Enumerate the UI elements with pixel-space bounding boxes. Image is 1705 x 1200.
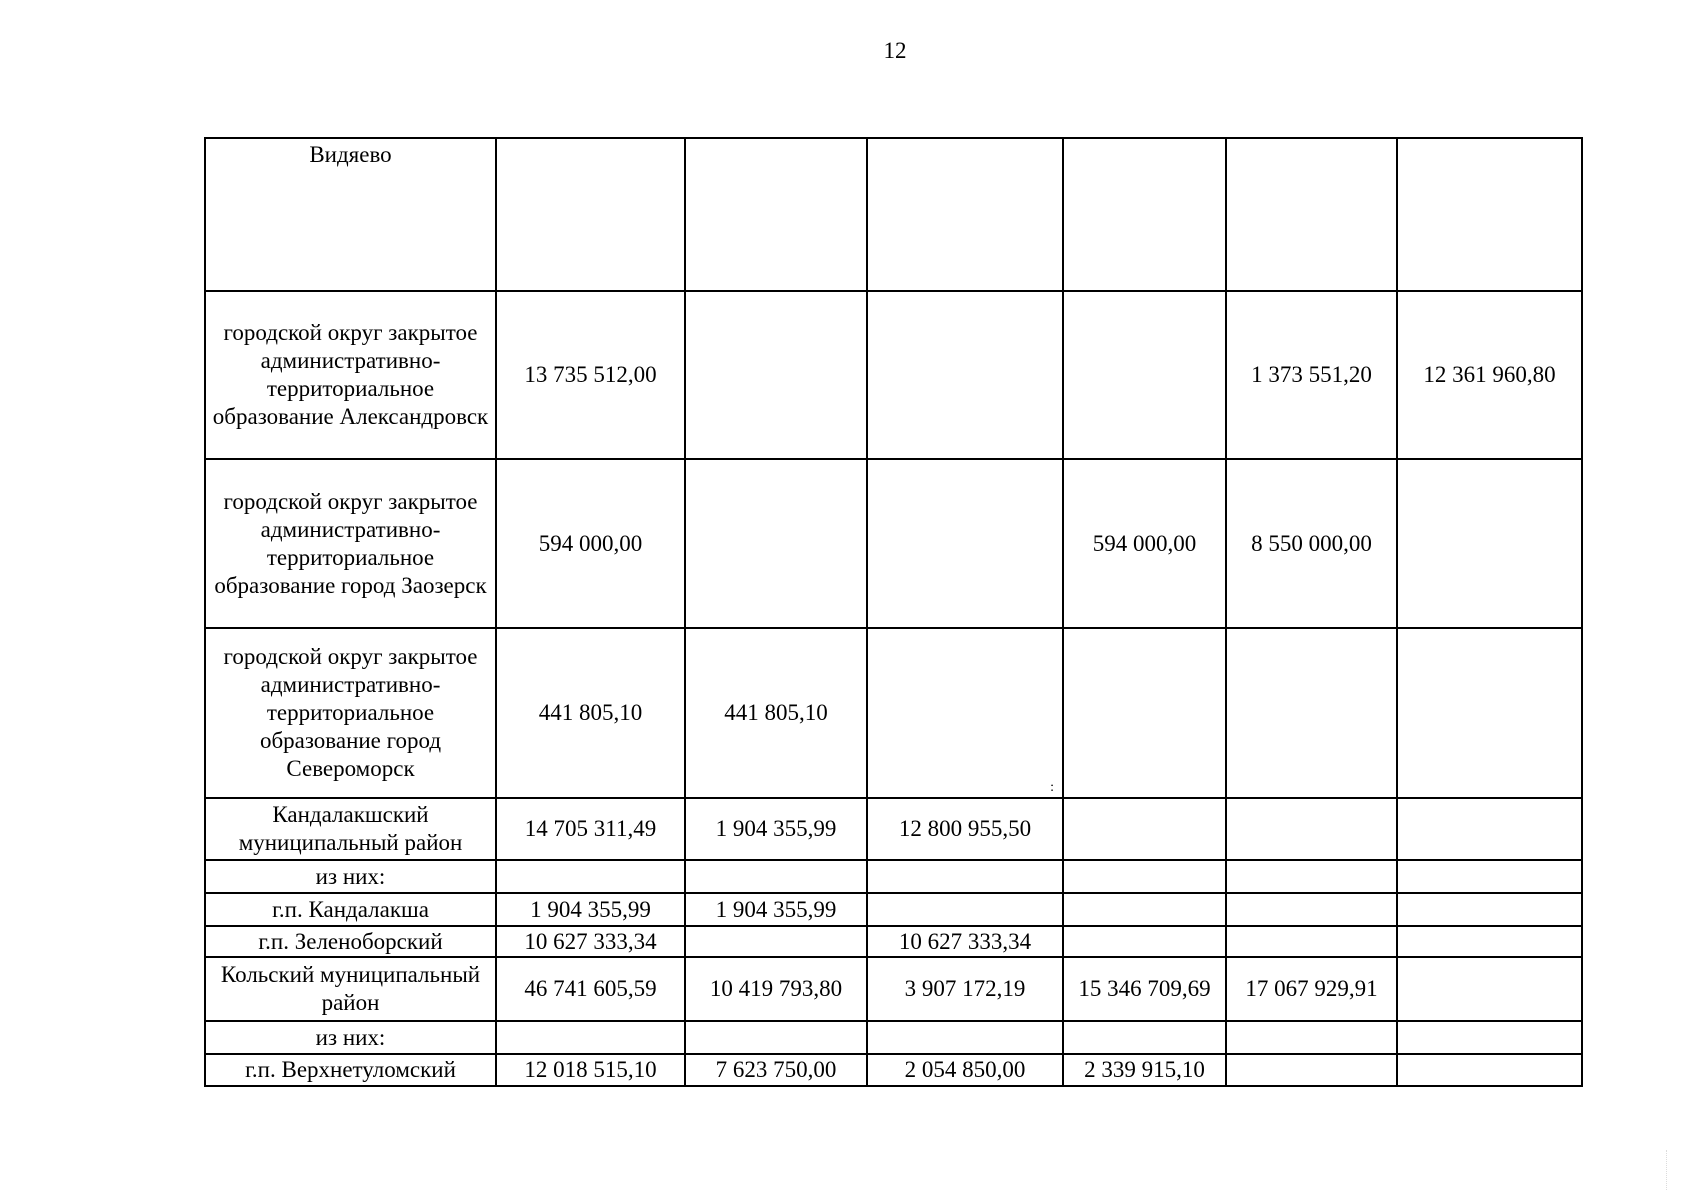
table-cell — [685, 860, 867, 893]
table-cell — [1063, 138, 1226, 291]
table-cell — [1226, 138, 1397, 291]
table-cell — [1063, 628, 1226, 798]
table-row — [205, 860, 1582, 893]
table-cell: 10 419 793,80 — [685, 957, 867, 1021]
row-name: Кандалакшский муниципальный район — [205, 798, 496, 860]
row-name: г.п. Кандалакша — [205, 893, 496, 926]
table-cell — [1397, 1021, 1582, 1054]
table-row — [205, 138, 1582, 291]
row-name: г.п. Зеленоборский — [205, 926, 496, 957]
row-name: Видяево — [205, 138, 496, 291]
table-cell — [1397, 138, 1582, 291]
page-number: 12 — [883, 38, 907, 63]
table-cell: 13 735 512,00 — [496, 291, 685, 459]
stray-mark: : — [867, 628, 1063, 798]
table-cell: 12 800 955,50 — [867, 798, 1063, 860]
table-cell — [685, 1021, 867, 1054]
table-cell — [1397, 1054, 1582, 1086]
table-cell — [867, 459, 1063, 628]
table-cell — [1397, 628, 1582, 798]
table-cell: 594 000,00 — [1063, 459, 1226, 628]
row-name: городской округ закрытое административно-территориальное образование Александровск — [205, 291, 496, 459]
table-row — [205, 893, 1582, 926]
table-cell — [496, 138, 685, 291]
table-cell — [1063, 1021, 1226, 1054]
table-cell — [1063, 926, 1226, 957]
row-name: городской округ закрытое административно-территориальное образование город Североморск — [205, 628, 496, 798]
table-cell — [1397, 459, 1582, 628]
table-cell — [867, 1021, 1063, 1054]
table-cell — [1226, 860, 1397, 893]
table-cell — [867, 291, 1063, 459]
table-cell: 2 054 850,00 — [867, 1054, 1063, 1086]
table-cell — [1226, 926, 1397, 957]
table-cell — [1063, 893, 1226, 926]
scan-artifact — [1666, 1150, 1695, 1190]
table-cell: 1 904 355,99 — [496, 893, 685, 926]
table-cell — [685, 926, 867, 957]
table-row — [205, 628, 1582, 798]
table-cell — [1226, 893, 1397, 926]
table-cell — [1226, 1021, 1397, 1054]
row-name: г.п. Верхнетуломский — [205, 1054, 496, 1086]
table-cell: 12 018 515,10 — [496, 1054, 685, 1086]
table-cell: 3 907 172,19 — [867, 957, 1063, 1021]
table-cell: 1 904 355,99 — [685, 893, 867, 926]
table-cell — [685, 459, 867, 628]
table-cell: 2 339 915,10 — [1063, 1054, 1226, 1086]
table-cell — [1226, 798, 1397, 860]
table-row — [205, 926, 1582, 957]
table-cell — [685, 138, 867, 291]
table-cell: 7 623 750,00 — [685, 1054, 867, 1086]
table-row — [205, 1054, 1582, 1086]
table-cell: 1 904 355,99 — [685, 798, 867, 860]
table-row — [205, 459, 1582, 628]
table-cell — [496, 1021, 685, 1054]
table-cell — [1397, 957, 1582, 1021]
table-cell — [1063, 860, 1226, 893]
row-name: городской округ закрытое административно-территориальное образование город Заозерск — [205, 459, 496, 628]
table-cell — [685, 291, 867, 459]
table-cell: 10 627 333,34 — [867, 926, 1063, 957]
table-cell: 12 361 960,80 — [1397, 291, 1582, 459]
table-row — [205, 798, 1582, 860]
table-cell — [1397, 893, 1582, 926]
table-cell: 441 805,10 — [685, 628, 867, 798]
table-cell — [1226, 1054, 1397, 1086]
table-cell — [1397, 860, 1582, 893]
table-cell — [1063, 798, 1226, 860]
table-cell: 17 067 929,91 — [1226, 957, 1397, 1021]
table-cell — [1397, 926, 1582, 957]
row-name: Кольский муниципальный район — [205, 957, 496, 1021]
table-cell: 8 550 000,00 — [1226, 459, 1397, 628]
table-cell: 46 741 605,59 — [496, 957, 685, 1021]
budget-table — [204, 137, 1583, 1087]
table-cell: 14 705 311,49 — [496, 798, 685, 860]
table-cell: 1 373 551,20 — [1226, 291, 1397, 459]
row-name: из них: — [205, 1021, 496, 1054]
table-cell: 594 000,00 — [496, 459, 685, 628]
table-row — [205, 1021, 1582, 1054]
table-cell: 15 346 709,69 — [1063, 957, 1226, 1021]
table-cell — [867, 138, 1063, 291]
table-cell — [867, 860, 1063, 893]
table-row — [205, 291, 1582, 459]
table-row — [205, 957, 1582, 1021]
table-cell — [1397, 798, 1582, 860]
table-cell — [496, 860, 685, 893]
table-cell — [1226, 628, 1397, 798]
row-name: из них: — [205, 860, 496, 893]
table-cell: 441 805,10 — [496, 628, 685, 798]
table-cell: 10 627 333,34 — [496, 926, 685, 957]
table-cell — [1063, 291, 1226, 459]
table-cell — [867, 893, 1063, 926]
